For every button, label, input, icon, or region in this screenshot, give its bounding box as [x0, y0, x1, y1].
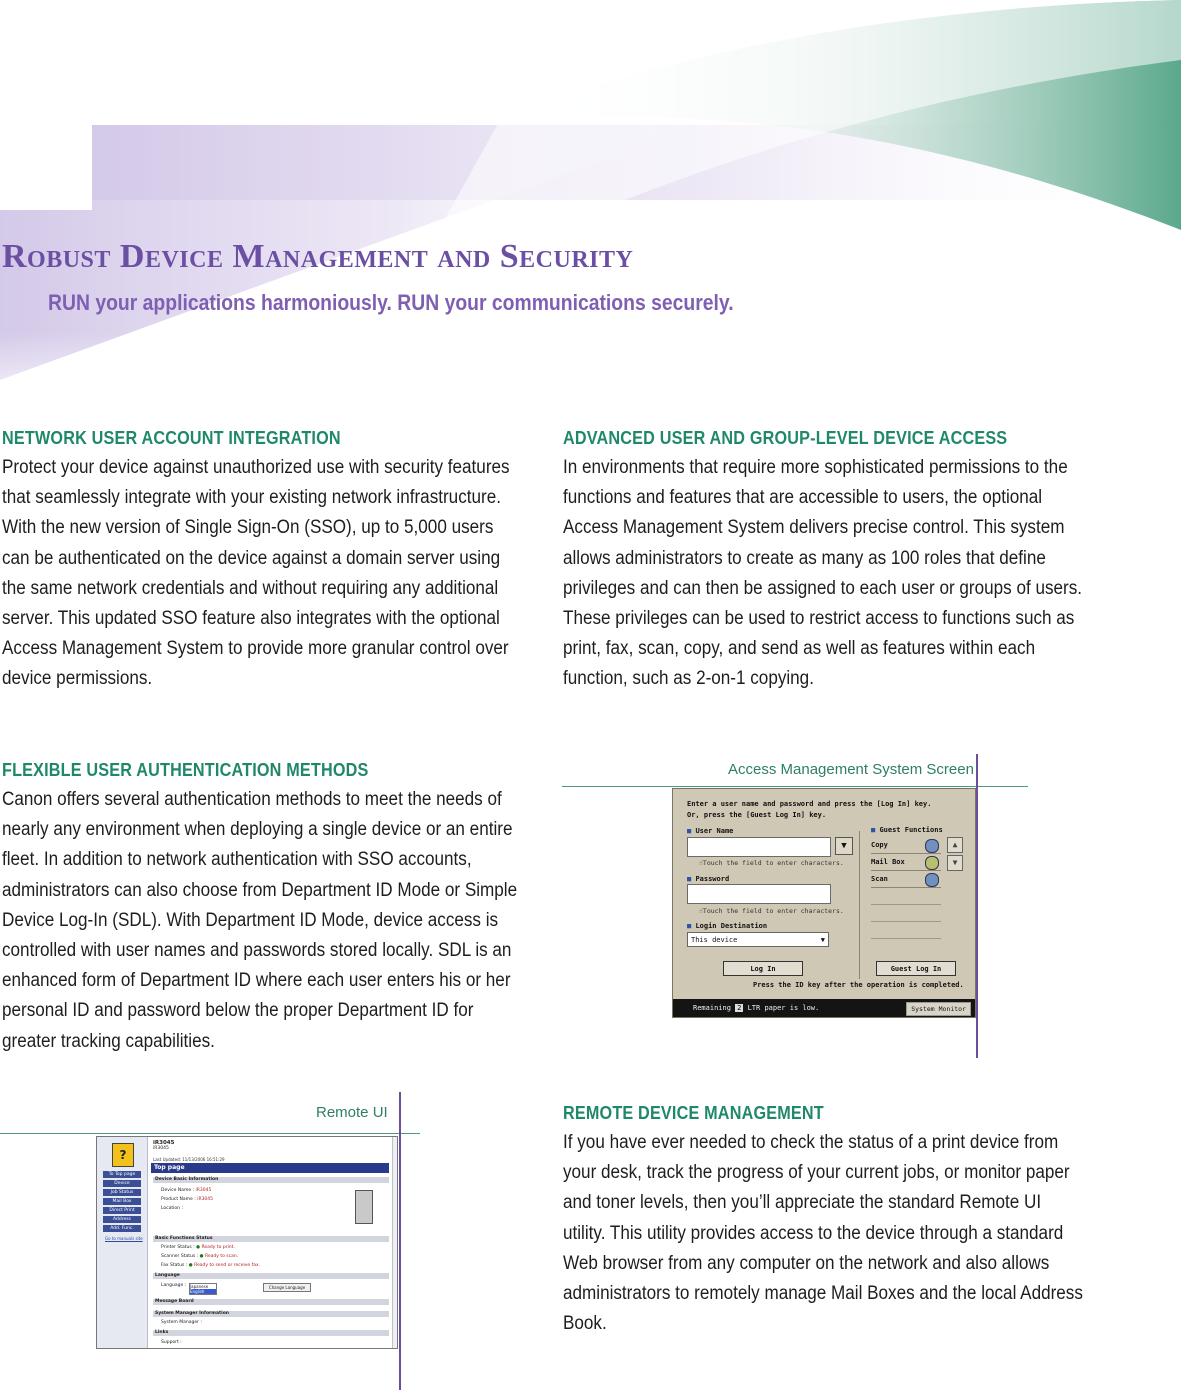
ams-status-text: Remaining — [693, 1004, 731, 1012]
remote-ui-scrollbar[interactable] — [392, 1137, 397, 1348]
remote-ui-fax-status-row: Fax Status : ● Ready to send or receive fax. — [161, 1263, 261, 1268]
remote-body: If you have ever needed to check the status of a print device from your desk, track the progress of your current jobs, or monitor paper and toner levels, then you’ll appreciate the standard Remote UI utility. This utility provides access to the device through a standard Web browser from any computer on the network and also allows administrators to remotely manage Mail Boxes and the local Address Book. — [563, 1132, 1083, 1335]
remote-ui-logo: ? — [112, 1143, 134, 1167]
network-section — [2, 428, 570, 695]
page-subtitle: RUN your applications harmoniously. RUN your communications securely. — [48, 290, 734, 315]
advanced-body: In environments that require more sophisticated permissions to the functions and features that are accessible to users, the optional Access Management System delivers precise control. This system allows administrators to create as many as 100 roles that define privileges and can then be assigned to each user or groups of users. These privileges can be used to restrict access to functions such as print, fax, scan, copy, and send as well as features within each function, such as 2-on-1 copying. — [563, 457, 1083, 690]
ams-password-label: ■ Password — [687, 875, 730, 883]
nav-top-page[interactable]: To Top page — [103, 1171, 141, 1178]
ams-instruction-2: Or, press the [Guest Log In] key. — [687, 811, 827, 819]
remote-ui-top-page-bar: Top page — [151, 1163, 389, 1173]
ams-guest-empty-row — [871, 922, 941, 939]
ams-user-dropdown-button[interactable]: ▼ — [835, 837, 853, 855]
header-background — [0, 0, 1181, 420]
remote-ui-horizontal-rule — [0, 1133, 420, 1134]
printer-icon — [355, 1190, 373, 1224]
change-language-button[interactable]: Change Language — [263, 1283, 311, 1292]
nav-direct-print[interactable]: Direct Print — [103, 1207, 141, 1214]
remote-ui-caption: Remote UI — [316, 1104, 388, 1121]
ams-guest-list — [871, 837, 941, 939]
ams-guest-functions-label: ■ Guest Functions — [871, 826, 943, 834]
remote-ui-device-sub: iR3045 — [153, 1146, 169, 1151]
ams-password-hint: ☝Touch the field to enter characters. — [699, 907, 844, 915]
ams-caption: Access Management System Screen — [728, 761, 974, 778]
remote-ui-func-status-header: Basic Functions Status — [153, 1236, 389, 1242]
ams-login-button[interactable]: Log In — [723, 961, 803, 976]
ams-guest-empty-row — [871, 905, 941, 922]
remote-ui-device-title — [153, 1140, 174, 1151]
ams-horizontal-rule — [562, 786, 1028, 787]
ams-guest-item-mailbox[interactable]: Mail Box — [871, 854, 941, 871]
ams-id-key-note: Press the ID key after the operation is completed. — [753, 981, 964, 989]
remote-ui-printer-status-row: Printer Status : ● Ready to print. — [161, 1245, 235, 1250]
ams-system-monitor-button[interactable]: System Monitor — [906, 1002, 971, 1016]
ams-user-name-label: ■ User Name — [687, 827, 734, 835]
nav-mail-box[interactable]: Mail Box — [103, 1198, 141, 1205]
ams-password-field[interactable] — [687, 884, 831, 904]
ams-user-name-field[interactable] — [687, 837, 831, 857]
ams-vertical-rule — [976, 754, 978, 1058]
remote-ui-scanner-status-row: Scanner Status : ● Ready to scan. — [161, 1254, 239, 1259]
remote-ui-support-row: Support : — [161, 1340, 182, 1345]
copy-icon — [925, 839, 939, 853]
ams-guest-login-button[interactable]: Guest Log In — [876, 961, 956, 976]
ams-instruction-1: Enter a user name and password and press the [Log In] key. — [687, 800, 932, 808]
ams-status-rest: LTR paper is low. — [747, 1004, 820, 1012]
nav-manuals-link[interactable]: Go to manuals site — [105, 1236, 143, 1241]
flexible-section — [2, 760, 582, 1057]
nav-add-func[interactable]: Add. Func. — [103, 1225, 141, 1232]
ams-scroll-up-icon[interactable]: ▲ — [947, 837, 963, 853]
ams-scroll-down-icon[interactable]: ▼ — [947, 855, 963, 871]
remote-ui-vertical-rule — [399, 1092, 401, 1390]
network-heading: NETWORK USER ACCOUNT INTEGRATION — [2, 428, 341, 448]
remote-ui-location-row: Location : — [161, 1206, 183, 1211]
remote-ui-screen — [96, 1136, 398, 1349]
ams-guest-empty-row — [871, 888, 941, 905]
advanced-section — [563, 428, 1143, 695]
remote-ui-language-label: Language : — [161, 1283, 187, 1288]
ams-guest-item-scan[interactable]: Scan — [871, 871, 941, 888]
nav-device[interactable]: Device — [103, 1180, 141, 1187]
remote-ui-language-header: Language — [153, 1273, 389, 1279]
remote-ui-product-name-row: Product Name : iR3045 — [161, 1197, 214, 1202]
language-option-english[interactable]: English — [190, 1289, 216, 1294]
remote-ui-language-select[interactable] — [189, 1283, 217, 1295]
nav-address[interactable]: Address — [103, 1216, 141, 1223]
network-body: Protect your device against unauthorized use with security features that seamlessly integrate with your existing network infrastructure. With the new version of Single Sign-On (SSO), up to 5,000 users can be authenticated on the device against a domain server using the same network credentials and without requiring any additional server. This updated SSO feature also integrates with the optional Access Management System to provide more granular control over device permissions. — [2, 457, 510, 690]
mailbox-icon — [925, 856, 939, 870]
remote-heading: REMOTE DEVICE MANAGEMENT — [563, 1103, 824, 1123]
advanced-heading: ADVANCED USER AND GROUP-LEVEL DEVICE ACCESS — [563, 428, 1008, 448]
remote-ui-device-name-row: Device Name : iR3045 — [161, 1188, 212, 1193]
ams-instructions — [687, 799, 931, 821]
remote-ui-device: iR3045 — [153, 1140, 175, 1146]
remote-section — [563, 1103, 1143, 1339]
remote-ui-message-board-header: Message Board — [153, 1299, 389, 1305]
ams-status-number: 2 — [737, 1004, 742, 1012]
remote-ui-sys-mgr-row: System Manager : — [161, 1320, 202, 1325]
remote-ui-links-header: Links — [153, 1330, 389, 1336]
ams-login-destination-label: ■ Login Destination — [687, 922, 768, 930]
ams-login-destination-select[interactable]: This device ▼ — [687, 932, 829, 947]
ams-user-hint: ☝Touch the field to enter characters. — [699, 859, 844, 867]
ams-status-bar — [673, 999, 975, 1017]
ams-screen — [672, 788, 976, 1018]
nav-job-status[interactable]: Job Status — [103, 1189, 141, 1196]
remote-ui-basic-info-header: Device Basic Information — [153, 1177, 389, 1183]
remote-ui-last-updated: Last Updated: 11/13/2006 16:51:29 — [153, 1157, 225, 1162]
page-title: Robust Device Management and Security — [2, 238, 634, 275]
language-option-japanese[interactable]: Japanese — [190, 1284, 209, 1289]
flexible-heading: FLEXIBLE USER AUTHENTICATION METHODS — [2, 760, 369, 780]
flexible-body: Canon offers several authentication methods to meet the needs of nearly any environment when deploying a single device or an entire fleet. In addition to network authentication with SSO accounts, administrators can also choose from Department ID Mode or Simple Device Log-In (SDL). With Department ID Mode, device access is controlled with user names and passwords stored locally. SDL is an enhanced form of Department ID where each user enters his or her personal ID and password below the proper Department ID for greater tracking capabilities. — [2, 789, 518, 1052]
scan-icon — [925, 873, 939, 887]
remote-ui-sys-mgr-header: System Manager Information — [153, 1311, 389, 1317]
remote-ui-sidebar — [97, 1137, 148, 1348]
ams-divider — [859, 831, 860, 979]
ams-guest-item-copy[interactable]: Copy — [871, 837, 941, 854]
